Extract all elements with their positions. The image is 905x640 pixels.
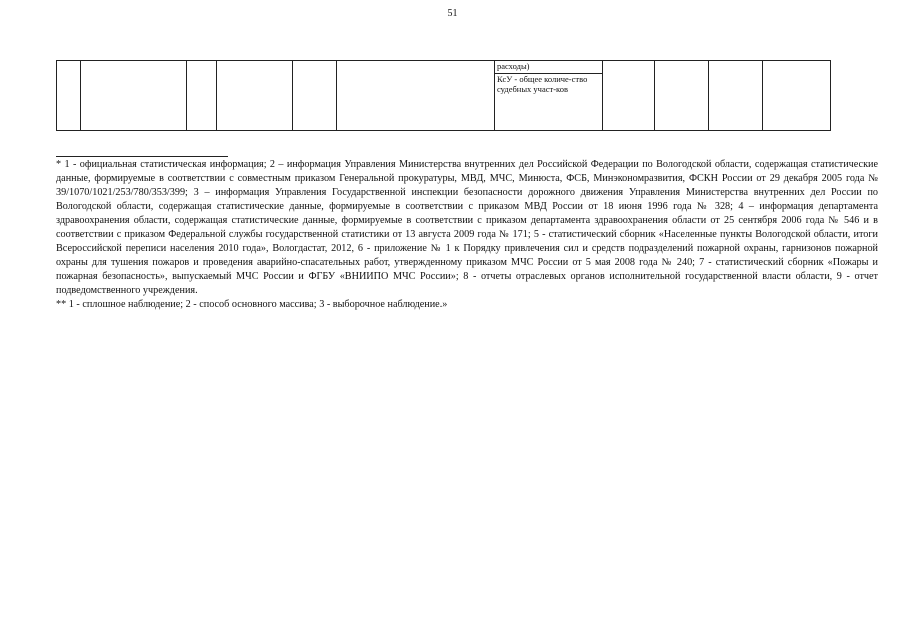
- table-cell: [293, 61, 337, 131]
- table-cell: [337, 61, 495, 131]
- table-cell: [655, 61, 709, 131]
- table-cell: [603, 61, 655, 131]
- table-cell: [187, 61, 217, 131]
- footnotes: [56, 158, 878, 312]
- table-cell: [763, 61, 831, 131]
- table-cell: [81, 61, 187, 131]
- footnote-sources: * 1 - официальная статистическая информация; 2 – информация Управления Министерства внутренних дел Российской Федерации по Вологодской области, содержащая статистические данные, формируемые в соответствии с совместным приказом Генеральной прокуратуры, МВД, МЧС, Минюста, ФСБ, Минэкономразвития, ФСКН России от 29 декабря 2005 года № 39/1070/1021/253/780/353/399; 3 – информация Управления Государственной инспекции безопасности дорожного движения Управления Министерства внутренних дел России по Вологодской области, содержащая статистические данные, формируемые в соответствии с приказом МВД России от 18 июня 1996 года № 328; 4 – информация департамента здравоохранения области, содержащая статистические данные, формируемые в соответствии с приказом департамента здравоохранения области от 25 сентября 2006 года № 546 и в соответствии с приказом Федеральной службы государственной статистики от 13 августа 2009 года № 171; 5 - статистический сборник «Населенные пункты Вологодской области, итоги Всероссийской переписи населения 2010 года», Вологдастат, 2012, 6 - приложение № 1 к Порядку привлечения сил и средств подразделений пожарной охраны, гарнизонов пожарной охраны для тушения пожаров и проведения аварийно-спасательных работ, утвержденному приказом МЧС России от 5 мая 2008 года № 240; 7 - статистический сборник «Пожары и пожарная безопасность», выпускаемый МЧС России и ФГБУ «ВНИИПО МЧС России»; 8 - отчеты отраслевых органов исполнительной государственной власти области, 9 - отчет подведомственного учреждения.: [56, 159, 878, 296]
- table-cell-ksu: КсУ - общее количе-ство судебных участ-ков: [495, 74, 603, 131]
- footnote-separator: [56, 156, 228, 157]
- table-cell-expenses: расходы): [495, 61, 603, 74]
- table-cell: [217, 61, 293, 131]
- footnote-methods: ** 1 - сплошное наблюдение; 2 - способ основного массива; 3 - выборочное наблюдение.»: [56, 299, 448, 310]
- table-row: [57, 61, 831, 74]
- page-number: 51: [447, 8, 458, 19]
- table-cell: [57, 61, 81, 131]
- data-table: [56, 60, 831, 131]
- table-cell: [709, 61, 763, 131]
